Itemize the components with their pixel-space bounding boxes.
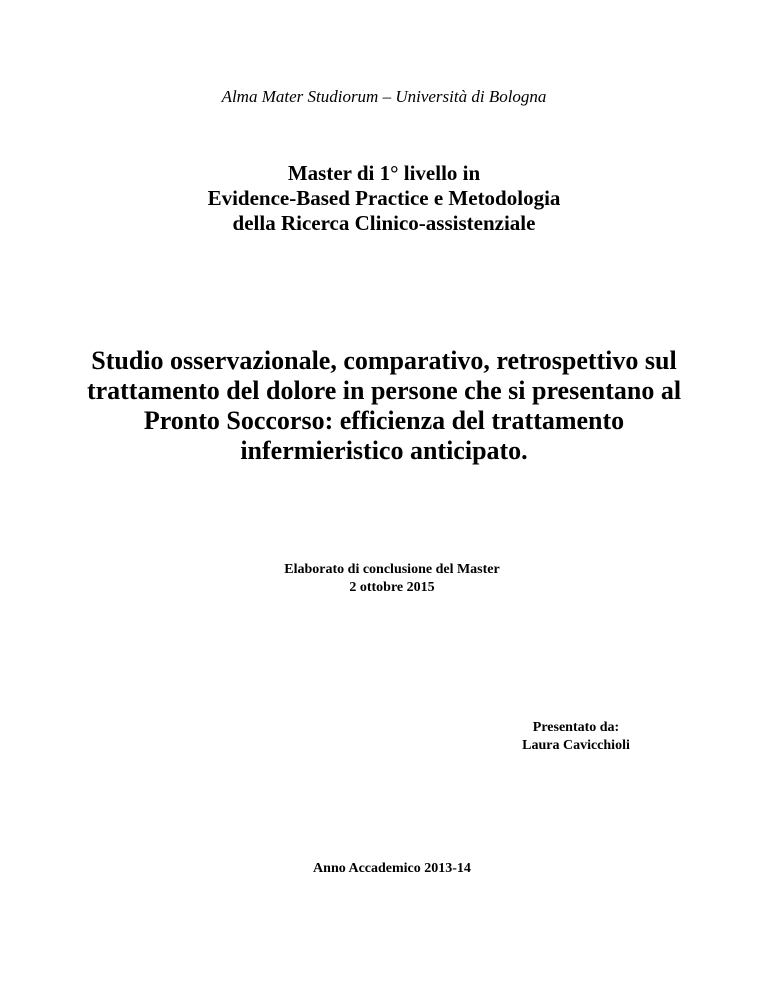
- presenter-label: Presentato da:: [532, 720, 620, 735]
- master-line-3: della Ricerca Clinico-assistenziale: [232, 211, 536, 235]
- elaborato-label: Elaborato di conclusione del Master: [284, 562, 500, 577]
- thesis-title-line-3: Pronto Soccorso: efficienza del trattamento: [143, 406, 625, 435]
- master-course-title: [0, 161, 768, 236]
- master-line-2: Evidence-Based Practice e Metodologia: [207, 186, 561, 210]
- thesis-title-line-1: Studio osservazionale, comparativo, retrospettivo sul: [91, 346, 677, 375]
- presenter-info: [496, 719, 656, 755]
- thesis-title-line-2: trattamento del dolore in persone che si presentano al: [86, 376, 682, 405]
- presenter-name: Laura Cavicchioli: [522, 738, 630, 753]
- elaborato-info: [247, 561, 537, 597]
- thesis-title: [0, 346, 768, 466]
- academic-year: Anno Accademico 2013-14: [313, 861, 471, 876]
- master-line-1: Master di 1° livello in: [287, 161, 481, 185]
- thesis-title-line-4: infermieristico anticipato.: [240, 436, 528, 465]
- university-name: Alma Mater Studiorum – Università di Bologna: [221, 87, 547, 106]
- elaborato-date: 2 ottobre 2015: [349, 580, 435, 595]
